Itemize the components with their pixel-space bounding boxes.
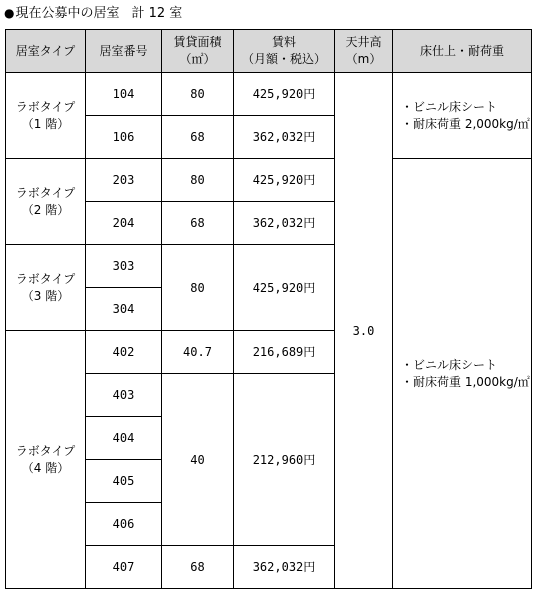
area-cell: 68 <box>162 116 234 159</box>
room-type-cell: ラボタイプ （1 階） <box>6 73 86 159</box>
bullet-icon: ● <box>4 6 15 20</box>
header-room-type: 居室タイプ <box>6 30 86 73</box>
room-number-cell: 405 <box>86 460 162 503</box>
table-header-row <box>6 30 532 73</box>
room-number-cell: 106 <box>86 116 162 159</box>
header-rent: 賃料 （月額・税込） <box>234 30 335 73</box>
heading-room-count: 計 12 室 <box>131 6 183 21</box>
room-number-cell: 406 <box>86 503 162 546</box>
room-number-cell: 203 <box>86 159 162 202</box>
rent-cell: 216,689円 <box>234 331 335 374</box>
room-number-cell: 303 <box>86 245 162 288</box>
header-room-number: 居室番号 <box>86 30 162 73</box>
heading-title: 現在公募中の居室 <box>15 6 120 21</box>
table-row <box>6 159 532 202</box>
table-row <box>6 73 532 116</box>
rent-cell: 362,032円 <box>234 116 335 159</box>
rent-cell: 212,960円 <box>234 374 335 546</box>
rent-cell: 362,032円 <box>234 202 335 245</box>
room-number-cell: 304 <box>86 288 162 331</box>
header-ceiling-height: 天井高 （m） <box>335 30 393 73</box>
rent-cell: 362,032円 <box>234 546 335 589</box>
room-number-cell: 404 <box>86 417 162 460</box>
room-number-cell: 402 <box>86 331 162 374</box>
room-type-cell: ラボタイプ （3 階） <box>6 245 86 331</box>
room-number-cell: 407 <box>86 546 162 589</box>
area-cell: 40.7 <box>162 331 234 374</box>
area-cell: 68 <box>162 546 234 589</box>
header-floor-finish-load: 床仕上・耐荷重 <box>393 30 532 73</box>
area-cell: 40 <box>162 374 234 546</box>
header-area: 賃貸面積 （㎡） <box>162 30 234 73</box>
floor-spec-cell: ・ビニル床シート ・耐床荷重 1,000kg/㎡ <box>393 159 532 589</box>
area-cell: 80 <box>162 159 234 202</box>
section-heading <box>4 3 182 23</box>
rent-cell: 425,920円 <box>234 73 335 116</box>
room-number-cell: 104 <box>86 73 162 116</box>
floor-spec-cell: ・ビニル床シート ・耐床荷重 2,000kg/㎡ <box>393 73 532 159</box>
area-cell: 80 <box>162 73 234 116</box>
rent-cell: 425,920円 <box>234 159 335 202</box>
area-cell: 68 <box>162 202 234 245</box>
room-number-cell: 204 <box>86 202 162 245</box>
room-type-cell: ラボタイプ （4 階） <box>6 331 86 589</box>
room-type-cell: ラボタイプ （2 階） <box>6 159 86 245</box>
room-number-cell: 403 <box>86 374 162 417</box>
rent-cell: 425,920円 <box>234 245 335 331</box>
ceiling-height-cell: 3.0 <box>335 73 393 589</box>
area-cell: 80 <box>162 245 234 331</box>
rooms-table <box>5 29 532 589</box>
